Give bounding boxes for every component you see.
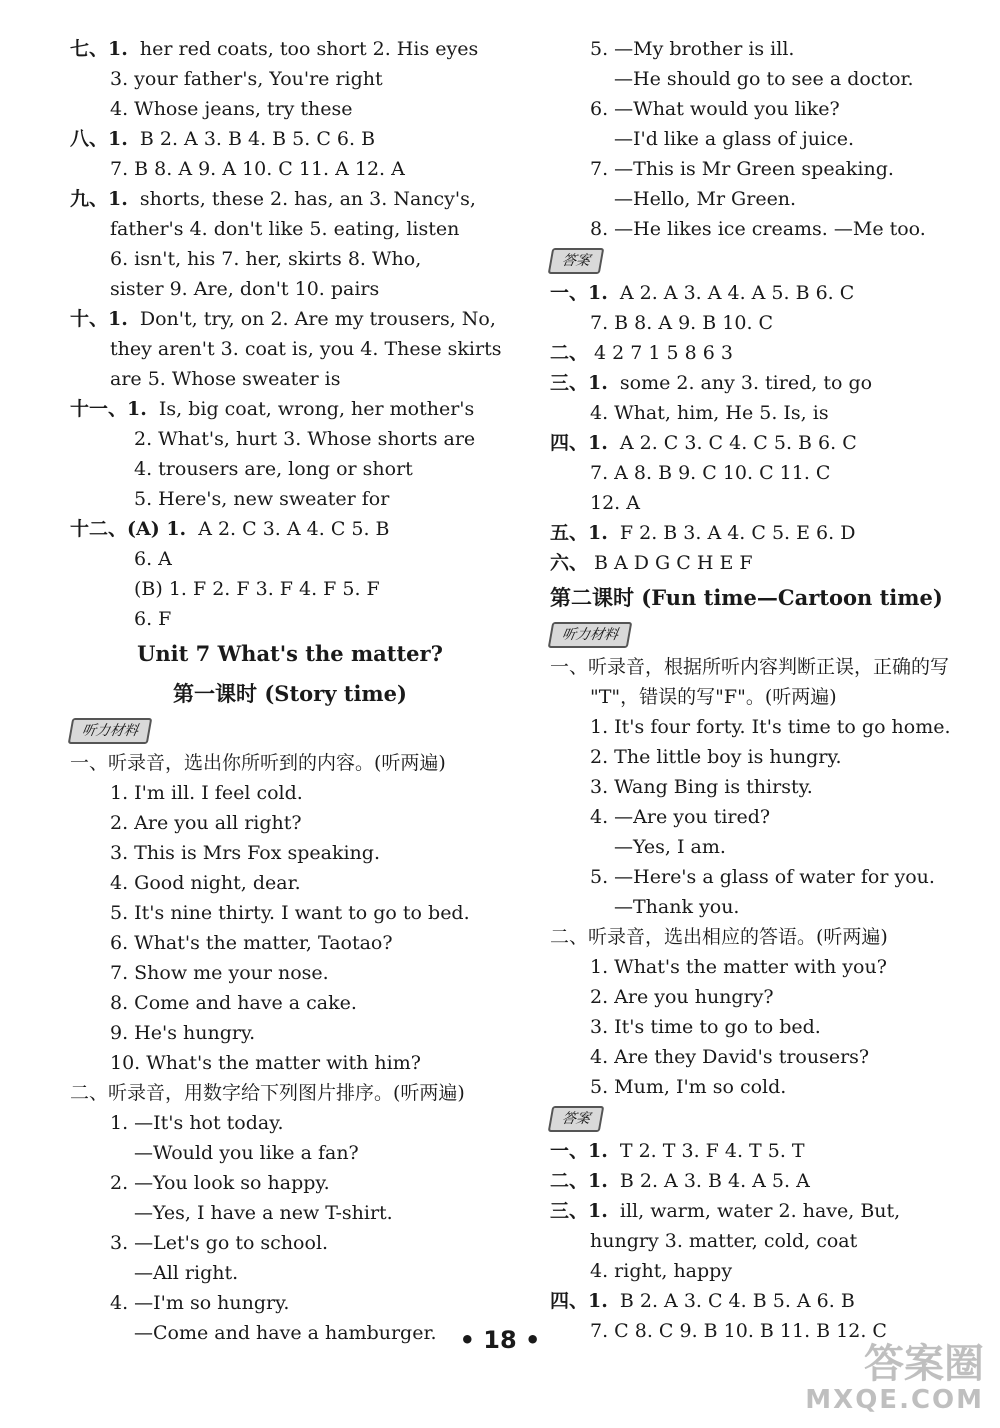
item-text: sister 9. Are, don't 10. pairs (110, 278, 380, 300)
left-column (70, 34, 510, 1348)
text-line (550, 214, 980, 244)
text-line (550, 712, 980, 742)
text-line (70, 868, 510, 898)
text-line (550, 682, 980, 712)
text-line (550, 154, 980, 184)
item-text: 2. Are you hungry? (590, 986, 774, 1008)
text-line (550, 338, 980, 368)
text-line (550, 742, 980, 772)
item-text: 7. A 8. B 9. C 10. C 11. C (590, 462, 831, 484)
item-text: hungry 3. matter, cold, coat (590, 1230, 858, 1252)
text-line (70, 1108, 510, 1138)
item-text: 6. —What would you like? (590, 98, 840, 120)
item-text: 3. It's time to go to bed. (590, 1016, 821, 1038)
text-line (70, 958, 510, 988)
text-line (70, 424, 510, 454)
text-line (550, 518, 980, 548)
text-line (550, 1166, 980, 1196)
text-line (550, 368, 980, 398)
listening-block-a-cont (550, 34, 980, 244)
text-line (70, 1018, 510, 1048)
answers-block-b (550, 278, 980, 578)
item-text: —Come and have a hamburger. (134, 1322, 437, 1344)
item-prefix: 三、1. (550, 372, 608, 394)
item-text: Is, big coat, wrong, her mother's (152, 398, 475, 420)
text-line (550, 458, 980, 488)
item-prefix: 八、1. (70, 128, 128, 150)
lesson2-title: 第二课时 (Fun time—Cartoon time) (550, 585, 943, 610)
item-text: 5. —Here's a glass of water for you. (590, 866, 935, 888)
text-line (70, 124, 510, 154)
item-text: 8. —He likes ice creams. —Me too. (590, 218, 926, 240)
item-text: 10. What's the matter with him? (110, 1052, 421, 1074)
item-text: 8. Come and have a cake. (110, 992, 357, 1014)
text-line (70, 394, 510, 424)
text-line (70, 988, 510, 1018)
text-line (70, 364, 510, 394)
text-line (70, 184, 510, 214)
item-text: some 2. any 3. tired, to go (613, 372, 873, 394)
item-text: 5. —My brother is ill. (590, 38, 795, 60)
text-line (550, 398, 980, 428)
item-text: —Would you like a fan? (134, 1142, 359, 1164)
text-line (70, 514, 510, 544)
item-text: 4 2 7 1 5 8 6 3 (594, 342, 733, 364)
item-text: are 5. Whose sweater is (110, 368, 341, 390)
text-line (70, 274, 510, 304)
item-text: 12. A (590, 492, 640, 514)
text-line (550, 1256, 980, 1286)
item-text: 6. isn't, his 7. her, skirts 8. Who, (110, 248, 422, 270)
item-text: T 2. T 3. F 4. T 5. T (613, 1140, 805, 1162)
text-line (550, 1226, 980, 1256)
lesson1-title: 第一课时 (Story time) (173, 681, 407, 706)
item-text: 7. C 8. C 9. B 10. B 11. B 12. C (590, 1320, 887, 1342)
text-line (70, 34, 510, 64)
text-line (550, 832, 980, 862)
item-text: —Yes, I am. (614, 836, 726, 858)
item-text: 3. your father's, You're right (110, 68, 383, 90)
item-text: B 2. A 3. C 4. B 5. A 6. B (613, 1290, 855, 1312)
item-text: 7. —This is Mr Green speaking. (590, 158, 894, 180)
item-text: A 2. C 3. C 4. C 5. B 6. C (613, 432, 857, 454)
text-line (70, 748, 510, 778)
item-text: 一、听录音，根据所听内容判断正误，正确的写 (550, 656, 950, 678)
text-line (550, 802, 980, 832)
text-line (70, 778, 510, 808)
text-line (550, 862, 980, 892)
text-line (70, 244, 510, 274)
item-text: 7. Show me your nose. (110, 962, 329, 984)
text-line (70, 898, 510, 928)
item-text: her red coats, too short 2. His eyes (133, 38, 479, 60)
text-line (550, 1286, 980, 1316)
page-number: • 18 • (459, 1326, 541, 1354)
item-text: —Thank you. (614, 896, 740, 918)
watermark-url: MXQE.COM (805, 1385, 984, 1415)
item-text: 6. F (134, 608, 172, 630)
item-text: 二、听录音，选出相应的答语。(听两遍) (550, 926, 888, 948)
item-text: —All right. (134, 1262, 239, 1284)
item-text: 二、听录音，用数字给下列图片排序。(听两遍) (70, 1082, 465, 1104)
text-line (70, 304, 510, 334)
item-text: 1. It's four forty. It's time to go home. (590, 716, 951, 738)
item-prefix: 十二、(A) 1. (70, 518, 187, 540)
item-text: 3. This is Mrs Fox speaking. (110, 842, 380, 864)
text-line (70, 1048, 510, 1078)
text-line (70, 334, 510, 364)
item-prefix: 一、1. (550, 1140, 608, 1162)
item-prefix: 二、 (550, 342, 589, 364)
text-line (550, 952, 980, 982)
item-text: 一、听录音，选出你所听到的内容。(听两遍) (70, 752, 446, 774)
answers-block-c (550, 1136, 980, 1346)
right-column (550, 34, 980, 1346)
item-text: —Yes, I have a new T-shirt. (134, 1202, 393, 1224)
item-text: 6. A (134, 548, 172, 570)
text-line (70, 1198, 510, 1228)
item-text: 9. He's hungry. (110, 1022, 256, 1044)
item-text: 4. trousers are, long or short (134, 458, 413, 480)
item-text: 6. What's the matter, Taotao? (110, 932, 393, 954)
item-text: 1. I'm ill. I feel cold. (110, 782, 303, 804)
item-text: —Hello, Mr Green. (614, 188, 797, 210)
text-line (70, 544, 510, 574)
text-line (70, 1138, 510, 1168)
text-line (550, 124, 980, 154)
text-line (550, 652, 980, 682)
text-line (550, 308, 980, 338)
text-line (70, 64, 510, 94)
text-line (70, 94, 510, 124)
item-text: father's 4. don't like 5. eating, listen (110, 218, 460, 240)
item-text: (B) 1. F 2. F 3. F 4. F 5. F (134, 578, 380, 600)
item-prefix: 二、1. (550, 1170, 608, 1192)
watermark (805, 1342, 984, 1414)
item-text: 4. What, him, He 5. Is, is (590, 402, 829, 424)
text-line (70, 1258, 510, 1288)
text-line (70, 214, 510, 244)
text-line (70, 928, 510, 958)
item-text: A 2. A 3. A 4. A 5. B 6. C (613, 282, 855, 304)
item-text: 7. B 8. A 9. A 10. C 11. A 12. A (110, 158, 405, 180)
item-text: B 2. A 3. B 4. B 5. C 6. B (133, 128, 376, 150)
text-line (550, 1196, 980, 1226)
listening-block-a (70, 748, 510, 1348)
text-line (70, 574, 510, 604)
item-prefix: 五、1. (550, 522, 608, 544)
item-text: ill, warm, water 2. have, But, (613, 1200, 901, 1222)
item-text: —He should go to see a doctor. (614, 68, 914, 90)
listening-block-b (550, 652, 980, 1102)
item-text: Don't, try, on 2. Are my trousers, No, (133, 308, 496, 330)
item-text: 4. Whose jeans, try these (110, 98, 353, 120)
item-text: 2. Are you all right? (110, 812, 302, 834)
text-line (550, 1072, 980, 1102)
item-text: 4. right, happy (590, 1260, 733, 1282)
answer-tag: 答案 (548, 248, 605, 274)
text-line (550, 772, 980, 802)
answers-block-a (70, 34, 510, 634)
item-text: 1. —It's hot today. (110, 1112, 284, 1134)
text-line (550, 982, 980, 1012)
text-line (550, 428, 980, 458)
text-line (70, 1288, 510, 1318)
item-prefix: 六、 (550, 552, 589, 574)
text-line (70, 454, 510, 484)
item-text: B A D G C H E F (594, 552, 753, 574)
text-line (550, 1012, 980, 1042)
text-line (550, 1042, 980, 1072)
item-text: 4. —Are you tired? (590, 806, 771, 828)
item-prefix: 一、1. (550, 282, 608, 304)
item-prefix: 四、1. (550, 432, 608, 454)
answer-tag-2: 答案 (548, 1106, 605, 1132)
text-line (70, 154, 510, 184)
item-text: F 2. B 3. A 4. C 5. E 6. D (613, 522, 856, 544)
item-text: they aren't 3. coat is, you 4. These skirts (110, 338, 502, 360)
text-line (550, 922, 980, 952)
text-line (550, 184, 980, 214)
item-prefix: 七、1. (70, 38, 128, 60)
text-line (550, 488, 980, 518)
text-line (70, 1078, 510, 1108)
item-text: 2. What's, hurt 3. Whose shorts are (134, 428, 476, 450)
text-line (550, 892, 980, 922)
text-line (70, 808, 510, 838)
item-prefix: 四、1. (550, 1290, 608, 1312)
item-text: 4. —I'm so hungry. (110, 1292, 290, 1314)
watermark-cn: 答案圈 (864, 1341, 984, 1387)
item-prefix: 十、1. (70, 308, 128, 330)
item-text: B 2. A 3. B 4. A 5. A (613, 1170, 810, 1192)
text-line (550, 64, 980, 94)
item-text: 3. Wang Bing is thirsty. (590, 776, 813, 798)
text-line (550, 278, 980, 308)
text-line (70, 1168, 510, 1198)
item-text: 4. Are they David's trousers? (590, 1046, 870, 1068)
listening-material-tag-2: 听力材料 (548, 622, 633, 648)
item-text: 5. Here's, new sweater for (134, 488, 390, 510)
item-text: 7. B 8. A 9. B 10. C (590, 312, 774, 334)
item-text: 4. Good night, dear. (110, 872, 301, 894)
item-text: —I'd like a glass of juice. (614, 128, 854, 150)
text-line (70, 838, 510, 868)
item-prefix: 十一、1. (70, 398, 147, 420)
item-text: 5. It's nine thirty. I want to go to bed. (110, 902, 470, 924)
item-text: "T"，错误的写"F"。(听两遍) (590, 686, 837, 708)
listening-material-tag: 听力材料 (68, 718, 153, 744)
text-line (70, 604, 510, 634)
text-line (550, 94, 980, 124)
unit-title: Unit 7 What's the matter? (137, 641, 443, 666)
text-line (70, 1228, 510, 1258)
item-text: 2. The little boy is hungry. (590, 746, 842, 768)
item-text: shorts, these 2. has, an 3. Nancy's, (133, 188, 476, 210)
item-prefix: 九、1. (70, 188, 128, 210)
item-text: 2. —You look so happy. (110, 1172, 330, 1194)
item-prefix: 三、1. (550, 1200, 608, 1222)
text-line (550, 1136, 980, 1166)
item-text: 5. Mum, I'm so cold. (590, 1076, 787, 1098)
text-line (550, 548, 980, 578)
item-text: 3. —Let's go to school. (110, 1232, 329, 1254)
text-line (70, 484, 510, 514)
text-line (550, 34, 980, 64)
item-text: A 2. C 3. A 4. C 5. B (192, 518, 390, 540)
item-text: 1. What's the matter with you? (590, 956, 887, 978)
